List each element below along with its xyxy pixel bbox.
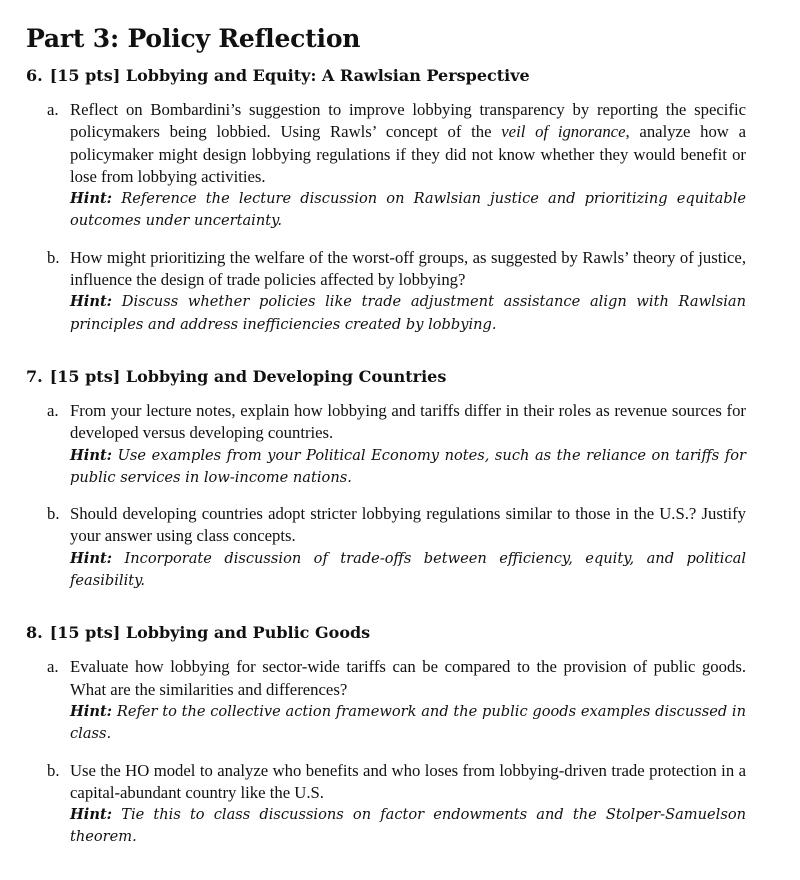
question-number: 6. (26, 66, 43, 85)
hint (70, 291, 746, 336)
part-text: Evaluate how lobbying for sector-wide tariffs can be compared to the provision of public goods. What are the similarities and differences? (70, 657, 746, 699)
document-page (26, 22, 746, 863)
part-text: From your lecture notes, explain how lobbying and tariffs differ in their roles as revenue sources for developed versus developing countries. (70, 400, 746, 443)
part-text: Use the HO model to analyze who benefits and who loses from lobbying-driven trade protection in a capital-abundant country like the U.S. (70, 760, 746, 802)
part-title: Part 3: Policy Reflection (26, 24, 361, 53)
question-part (26, 760, 746, 849)
part-text-continued: , analyze how a policymaker might design lobbying regulations if they did not know whether they would benefit or lose from lobbying activities. (70, 122, 747, 186)
hint-text: Refer to the collective action framework and the public goods examples discussed in class. (70, 702, 746, 743)
part-marker: b. (47, 760, 60, 780)
hint-text: Reference the lecture discussion on Rawlsian justice and prioritizing equitable outcomes under uncertainty. (70, 190, 747, 230)
hint-text: Discuss whether policies like trade adjustment assistance align with Rawlsian principles and address inefficiencies created by lobbying. (70, 293, 746, 333)
question-6 (26, 65, 746, 336)
question-7 (26, 366, 746, 592)
part-marker: a. (47, 657, 59, 677)
hint (70, 701, 746, 746)
question-title: [15 pts] Lobbying and Equity: A Rawlsian Perspective (49, 66, 530, 85)
hint-text: Tie this to class discussions on factor endowments and the Stolper-Samuelson theorem. (70, 806, 746, 846)
hint (70, 445, 746, 490)
hint-label: Hint: (70, 446, 113, 464)
question-heading (26, 366, 746, 388)
question-part (26, 503, 746, 592)
part-marker: b. (47, 247, 60, 267)
part-text: Should developing countries adopt stricter lobbying regulations similar to those in the U.S.? Justify your answer using class concepts. (70, 504, 746, 546)
part-text: Reflect on Bombardini’s suggestion to improve lobbying transparency by reporting the specific policymakers being lobbied. Using Rawls’ concept of the (70, 100, 746, 142)
hint-text: Incorporate discussion of trade-offs between efficiency, equity, and political feasibility. (70, 549, 746, 590)
question-part (26, 400, 746, 489)
part-text: How might prioritizing the welfare of the worst-off groups, as suggested by Rawls’ theory of justice, influence the design of trade policies affected by lobbying? (70, 247, 746, 290)
hint (70, 804, 746, 849)
hint-label: Hint: (70, 702, 113, 720)
question-part (26, 99, 746, 233)
question-number: 8. (26, 623, 43, 643)
hint-label: Hint: (70, 190, 113, 208)
hint-text: Use examples from your Political Economy notes, such as the reliance on tariffs for public services in low-income nations. (70, 446, 746, 486)
question-number: 7. (26, 366, 43, 386)
hint (70, 548, 746, 593)
question-heading (26, 65, 746, 87)
question-8 (26, 622, 746, 848)
question-title: [15 pts] Lobbying and Developing Countries (49, 366, 447, 386)
hint-label: Hint: (70, 806, 113, 824)
part-marker: a. (47, 400, 59, 420)
hint (70, 188, 746, 233)
question-part (26, 656, 746, 745)
hint-label: Hint: (70, 549, 113, 567)
part-marker: a. (47, 100, 59, 119)
question-part (26, 247, 746, 336)
hint-label: Hint: (70, 293, 113, 311)
part-marker: b. (47, 504, 60, 524)
part-text-emphasis: veil of ignorance (501, 122, 626, 142)
question-heading (26, 622, 746, 644)
question-title: [15 pts] Lobbying and Public Goods (49, 623, 371, 643)
